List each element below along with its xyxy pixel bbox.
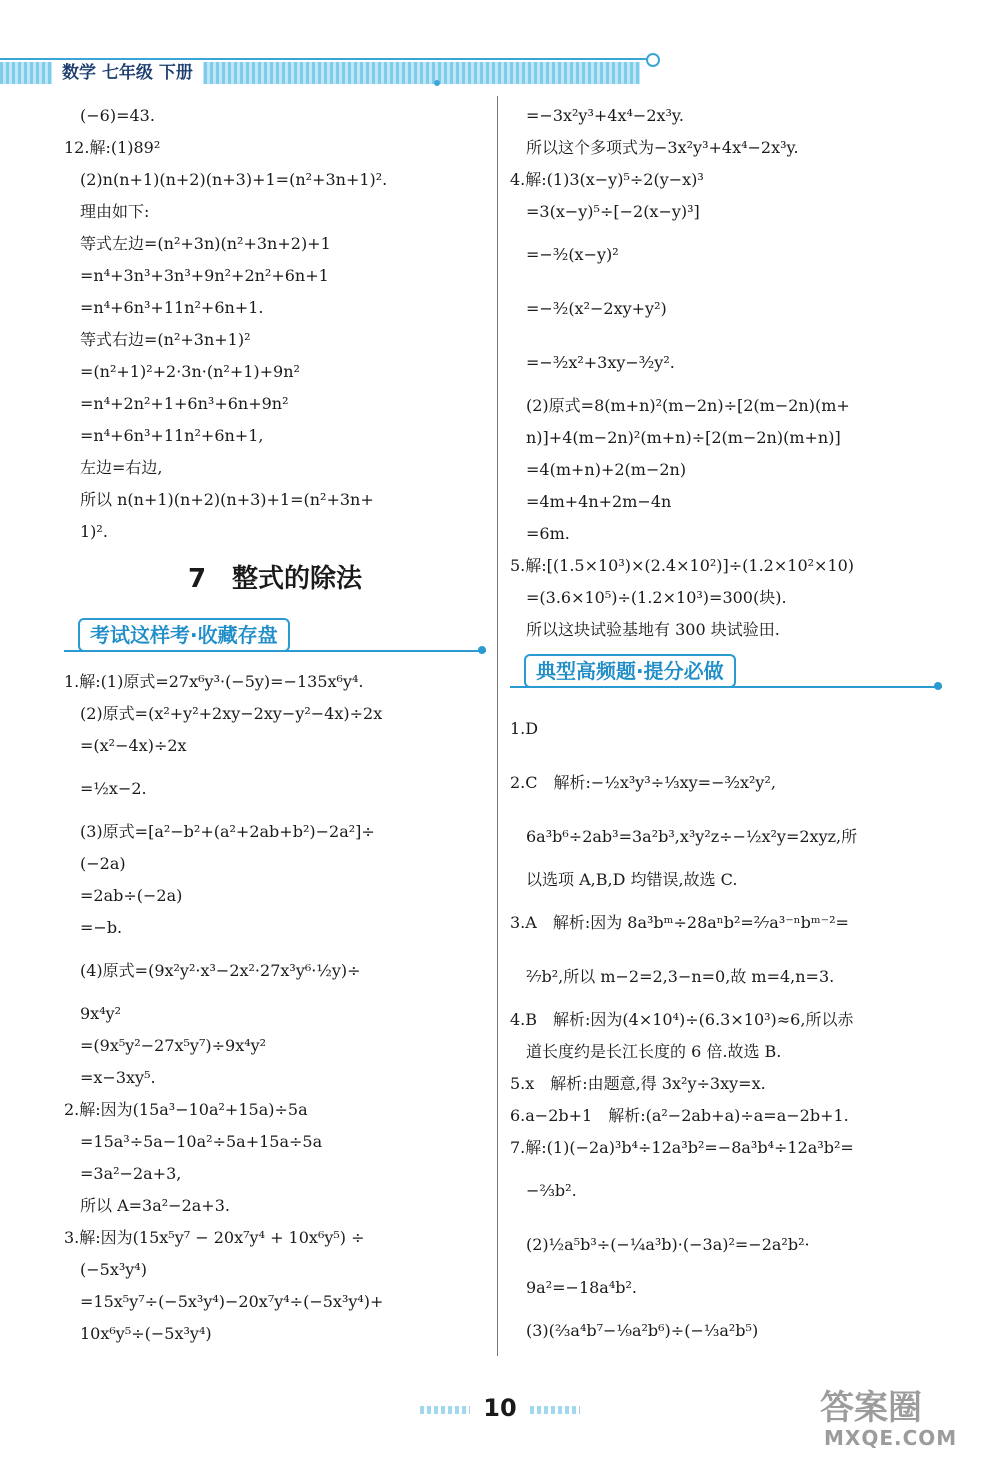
answer-line: 9a²=−18a⁴b². [526, 1278, 637, 1297]
answer-line: =3a²−2a+3, [80, 1164, 182, 1183]
answer-line: =(9x⁵y²−27x⁵y⁷)÷9x⁴y² [80, 1036, 267, 1055]
answer-line: 6a³b⁶÷2ab³=3a²b³,x³y²z÷−½x²y=2xyz,所 [526, 827, 858, 846]
answer-line: ²⁄₇b²,所以 m−2=2,3−n=0,故 m=4,n=3. [526, 967, 835, 986]
answer-line: =(3.6×10⁵)÷(1.2×10³)=300(块). [526, 588, 787, 607]
answer-line: 1.D [510, 719, 539, 738]
banner-dot [934, 682, 942, 690]
answer-line: =−b. [80, 918, 123, 937]
answer-line: =4m+4n+2m−4n [526, 492, 672, 511]
answer-line: =−³⁄₂x²+3xy−³⁄₂y². [526, 353, 675, 372]
left-column [64, 100, 486, 1350]
right-answer-block-2 [510, 702, 942, 1358]
answer-line: (−2a) [80, 854, 126, 873]
banner-dot [478, 646, 486, 654]
answer-line: (−5x³y⁴) [80, 1260, 147, 1279]
answer-line: 6.a−2b+1 解析:(a²−2ab+a)÷a=a−2b+1. [510, 1106, 849, 1125]
answer-line: 4.B 解析:因为(4×10⁴)÷(6.3×10³)≈6,所以赤 [510, 1010, 854, 1029]
answer-line: (3)原式=[a²−b²+(a²+2ab+b²)−2a²]÷ [80, 822, 375, 841]
answer-line: =x−3xy⁵. [80, 1068, 156, 1087]
answer-line: =½x−2. [80, 779, 147, 798]
page-number: 10 [483, 1394, 517, 1422]
answer-line: (2)n(n+1)(n+2)(n+3)+1=(n²+3n+1)². [80, 170, 388, 189]
answer-line: =4(m+n)+2(m−2n) [526, 460, 687, 479]
header-small-dot [434, 80, 440, 86]
answer-line: (2)½a⁵b³÷(−¼a³b)·(−3a)²=−2a²b²· [526, 1235, 810, 1254]
answer-line: =15x⁵y⁷÷(−5x³y⁴)−20x⁷y⁴÷(−5x³y⁴)+ [80, 1292, 384, 1311]
banner-label: 典型高频题·提分必做 [524, 654, 736, 688]
answer-line: =(x²−4x)÷2x [80, 736, 187, 755]
banner-typical-section [510, 648, 942, 698]
answer-line: (2)原式=(x²+y²+2xy−2xy−y²−4x)÷2x [80, 704, 383, 723]
answer-line: 12.解:(1)89² [64, 138, 161, 157]
answer-line: 道长度约是长江长度的 6 倍.故选 B. [526, 1042, 782, 1061]
header-end-dot [646, 53, 660, 67]
answer-line: =n⁴+2n²+1+6n³+6n+9n² [80, 394, 289, 413]
answer-line: 2.解:因为(15a³−10a²+15a)÷5a [64, 1100, 308, 1119]
answer-line: =15a³÷5a−10a²÷5a+15a÷5a [80, 1132, 323, 1151]
answer-line: 等式左边=(n²+3n)(n²+3n+2)+1 [80, 234, 331, 253]
answer-line: =n⁴+3n³+3n³+9n²+2n²+6n+1 [80, 266, 329, 285]
banner-label: 考试这样考·收藏存盘 [78, 618, 290, 652]
page-footer [420, 1394, 580, 1424]
right-answer-block-1 [510, 100, 942, 646]
answer-line: −⅔b². [526, 1181, 577, 1200]
watermark-text-top: 答案圈 [820, 1388, 922, 1428]
answer-line: =n⁴+6n³+11n²+6n+1. [80, 298, 264, 317]
answer-line: 2.C 解析:−½x³y³÷⅓xy=−³⁄₂x²y², [510, 773, 776, 792]
answer-line: 10x⁶y⁵÷(−5x³y⁴) [80, 1324, 212, 1343]
answer-line: (2)原式=8(m+n)²(m−2n)÷[2(m−2n)(m+ [526, 396, 850, 415]
answer-line: =2ab÷(−2a) [80, 886, 183, 905]
answer-line: 9x⁴y² [80, 1004, 122, 1023]
answer-line: 7.解:(1)(−2a)³b⁴÷12a³b²=−8a³b⁴÷12a³b²= [510, 1138, 854, 1157]
answer-line: (−6)=43. [80, 106, 155, 125]
answer-line: 1.解:(1)原式=27x⁶y³·(−5y)=−135x⁶y⁴. [64, 672, 364, 691]
answer-line: =−³⁄₂(x²−2xy+y²) [526, 299, 667, 318]
watermark-text-bottom: MXQE.COM [824, 1426, 958, 1450]
page-header [0, 58, 660, 84]
watermark-logo [820, 1380, 990, 1452]
banner-exam-section [64, 612, 486, 662]
answer-line: =(n²+1)²+2·3n·(n²+1)+9n² [80, 362, 300, 381]
answer-line: =−³⁄₂(x−y)² [526, 245, 619, 264]
answer-line: 5.x 解析:由题意,得 3x²y÷3xy=x. [510, 1074, 766, 1093]
answer-line: 等式右边=(n²+3n+1)² [80, 330, 251, 349]
answer-line: =−3x²y³+4x⁴−2x³y. [526, 106, 684, 125]
answer-line: 4.解:(1)3(x−y)⁵÷2(y−x)³ [510, 170, 704, 189]
answer-line: n)]+4(m−2n)²(m+n)÷[2(m−2n)(m+n)] [526, 428, 841, 447]
answer-line: 左边=右边, [80, 458, 163, 477]
answer-line: =n⁴+6n³+11n²+6n+1, [80, 426, 264, 445]
answer-line: 1)². [80, 522, 108, 541]
answer-line: 所以 n(n+1)(n+2)(n+3)+1=(n²+3n+ [80, 490, 374, 509]
answer-line: 3.A 解析:因为 8a³bᵐ÷28aⁿb²=²⁄₇a³⁻ⁿbᵐ⁻²= [510, 913, 849, 932]
answer-line: 所以这个多项式为−3x²y³+4x⁴−2x³y. [526, 138, 799, 157]
header-title: 数学 七年级 下册 [52, 60, 203, 86]
answer-line: 所以这块试验基地有 300 块试验田. [526, 620, 780, 639]
answer-line: =3(x−y)⁵÷[−2(x−y)³] [526, 202, 700, 221]
left-answer-block-1 [64, 100, 486, 548]
answer-line: 3.解:因为(15x⁵y⁷ − 20x⁷y⁴ + 10x⁶y⁵) ÷ [64, 1228, 365, 1247]
answer-line: =6m. [526, 524, 570, 543]
section-title: 7 整式的除法 [187, 564, 363, 594]
left-answer-block-2 [64, 666, 486, 1350]
answer-line: 理由如下: [80, 202, 150, 221]
answer-line: (3)(⅔a⁴b⁷−⅑a²b⁶)÷(−⅓a²b⁵) [526, 1321, 759, 1340]
right-column [510, 100, 942, 1358]
footer-decoration-right [530, 1406, 580, 1414]
answer-line: 以选项 A,B,D 均错误,故选 C. [526, 870, 738, 889]
answer-line: (4)原式=(9x²y²·x³−2x²·27x³y⁶·½y)÷ [80, 961, 361, 980]
answer-line: 所以 A=3a²−2a+3. [80, 1196, 230, 1215]
answer-line: 5.解:[(1.5×10³)×(2.4×10²)]÷(1.2×10²×10) [510, 556, 855, 575]
column-divider [497, 96, 498, 1356]
